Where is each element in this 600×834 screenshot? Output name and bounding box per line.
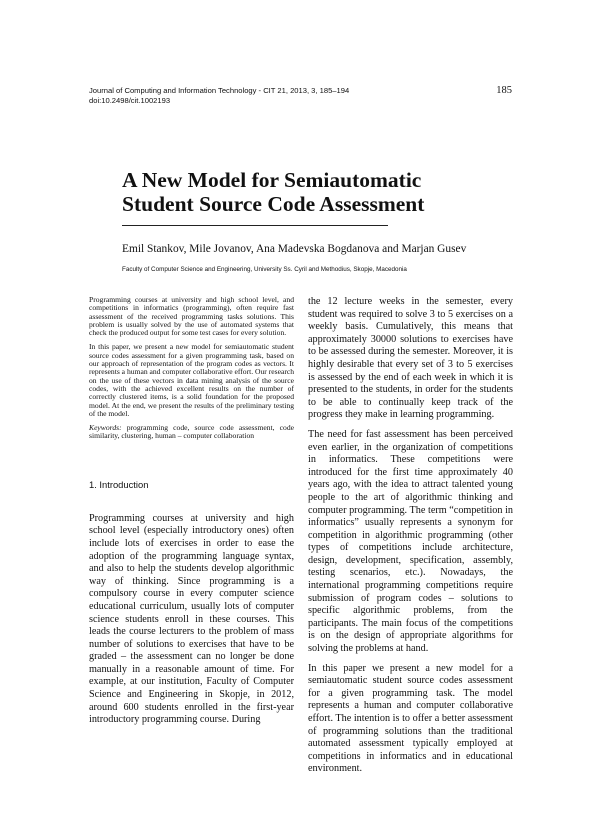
introduction-right [308, 296, 513, 776]
paper-title [122, 168, 522, 216]
left-column [89, 296, 294, 727]
author-list: Emil Stankov, Mile Jovanov, Ana Madevska Bogdanova and Marjan Gusev [122, 243, 467, 255]
keywords-label: Keywords: [89, 423, 122, 433]
keywords [89, 424, 294, 441]
section-heading-introduction: 1. Introduction [89, 478, 149, 490]
introduction-left [89, 513, 294, 727]
abstract-paragraph: In this paper, we present a new model for semiautomatic student source codes assessment for a given programming task, based on our approach of representation of the program codes as vectors. It represents a human and computer collaborative effort. Our research on the use of these vectors in data mining analysis of the source codes, with the achieved excellent results on the number of correctly clustered items, is a solid foundation for the proposed model. At the end, we present the results of the preliminary testing of the model. [89, 342, 295, 418]
body-paragraph: The need for fast assessment has been perceived even earlier, in the organization of competitions in informatics. These competitions were introduced for the first time approximately 40 years ago, with the idea to attract talented young people to the art of algorithmic thinking and computer programming. The term “competition in informatics” usually represents a synonym for competition in algorithmic programming (other types of competitions include architecture, design, development, specification, assembly, testing scenarios, etc.). Nowadays, the international programming competitions require submission of program codes – solutions to specific algorithmic problems, from the participants. The main focus of the competitions is on the design of appropriate algorithms for solving the problems at hand. [308, 428, 513, 655]
title-line-1: A New Model for Semiautomatic [122, 168, 422, 192]
body-paragraph: the 12 lecture weeks in the semester, every student was required to solve 3 to 5 exercises on a weekly basis. Cumulatively, this means that approximately 30000 solutions to exercises have to be assessed during the semester. Moreover, it is highly desirable that every set of 3 to 5 exercises is assessed by the end of each week in which it is presented to the students, in order for the students to be able to continually keep track of the progress they make in learning programming. [308, 296, 513, 421]
body-paragraph: Programming courses at university and high school level (especially introductory ones) often include lots of exercises in order to ease the adoption of the programming language syntax, and also to help the students develop algorithmic way of thinking. Since programming is a compulsory course in every computer science educational curriculum, usually lots of computer science students enroll in these courses. This leads the course lecturers to the problem of mass number of solutions to exercises that have to be graded – the assessment can no longer be done manually in a reasonable amount of time. For example, at our institution, Faculty of Computer Science and Engineering in Skopje, in 2012, around 600 students enrolled in the first-year introductory programming course. During [89, 512, 294, 726]
title-rule [122, 225, 388, 226]
keywords-text: programming code, source code assessment, code similarity, clustering, human – computer collaboration [89, 423, 294, 441]
page-number: 185 [496, 85, 512, 96]
body-paragraph: In this paper we present a new model for a semiautomatic student source codes assessment for a given programming task. The model represents a human and computer collaborative effort. The intention is to offer a better assessment of programming solutions than the traditional automated assessment typically employed at competitions in informatics and in educational environment. [308, 662, 513, 775]
affiliation: Faculty of Computer Science and Engineering, University Ss. Cyril and Methodius, Skopje, Macedonia [122, 266, 407, 273]
running-header [89, 86, 509, 106]
journal-citation: Journal of Computing and Information Technology - CIT 21, 2013, 3, 185–194 [89, 86, 350, 95]
title-line-2: Student Source Code Assessment [122, 192, 425, 216]
abstract [89, 296, 294, 418]
abstract-paragraph: Programming courses at university and high school level, and competitions in informatics (programming), often require fast assessment of the received programming tasks solutions. This problem is usually solved by the use of automated systems that check the produced output for some test cases for every solution. [89, 295, 294, 338]
right-column [308, 296, 513, 783]
doi: doi:10.2498/cit.1002193 [89, 96, 171, 105]
